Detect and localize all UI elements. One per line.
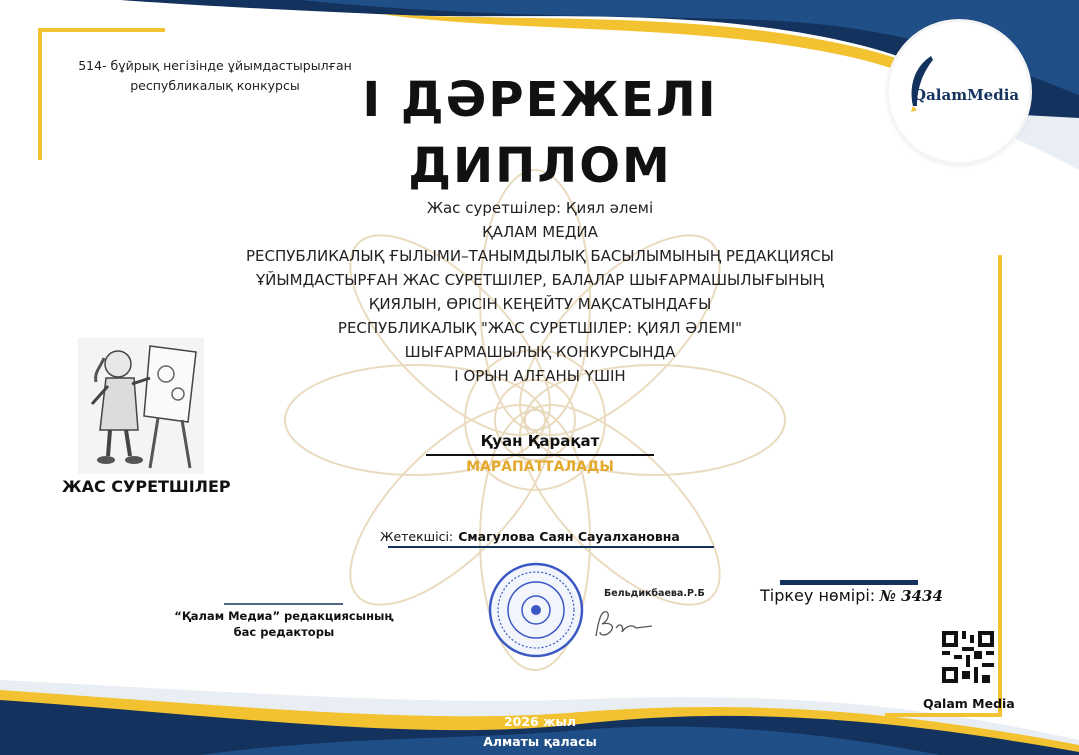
body-line-3: РЕСПУБЛИКАЛЫҚ ҒЫЛЫМИ–ТАНЫМДЫЛЫҚ БАСЫЛЫМЫНЫҢ РЕДАКЦИЯСЫ <box>245 247 834 265</box>
official-stamp <box>488 562 584 658</box>
quill-icon <box>903 54 939 114</box>
registration-row <box>760 586 943 606</box>
registration-bar <box>780 580 918 585</box>
body-line-7: ШЫҒАРМАШЫЛЫҚ КОНКУРСЫНДА <box>404 343 676 361</box>
footer-year: 2026 жыл <box>503 714 577 729</box>
qr-caption: Qalam Media <box>923 696 1015 711</box>
body-line-1: Жас суретшілер: Қиял әлемі <box>426 199 654 217</box>
left-caption: ЖАС СУРЕТШІЛЕР <box>62 477 231 496</box>
editor-caption-line-1: “Қалам Медиа” редакциясының <box>174 609 394 623</box>
registration-number: № 3434 <box>879 587 943 605</box>
order-note-line-2: республикалық конкурсы <box>130 78 300 93</box>
logo-text: QalamMedia <box>913 86 1020 104</box>
editor-caption-line-2: бас редакторы <box>233 625 335 639</box>
editor-caption <box>172 608 396 640</box>
registration-label: Тіркеу нөмірі: <box>760 586 876 605</box>
awardee-name: Қуан Қарақат <box>480 432 600 450</box>
signer-name: Бельдикбаева.Р.Б <box>604 588 705 599</box>
body-line-6: РЕСПУБЛИКАЛЫҚ "ЖАС СУРЕТШІЛЕР: ҚИЯЛ ӘЛЕМІ" <box>337 319 743 337</box>
body-line-4: ҰЙЫМДАСТЫРҒАН ЖАС СУРЕТШІЛЕР, БАЛАЛАР ШЫҒАРМАШЫЛЫҒЫНЫҢ <box>256 271 824 289</box>
child-painter-illustration <box>78 338 204 474</box>
qr-code-icon <box>942 631 994 683</box>
title-line-1: І ДӘРЕЖЕЛІ <box>362 72 718 128</box>
order-note-line-1: 514- бұйрық негізінде ұйымдастырылған <box>78 58 352 73</box>
logo-circle <box>889 22 1029 162</box>
body-line-2: ҚАЛАМ МЕДИА <box>482 223 598 241</box>
title-line-2: ДИПЛОМ <box>408 138 672 194</box>
supervisor-name: Смагулова Саян Сауалхановна <box>458 529 680 544</box>
awarded-text: МАРАПАТТАЛАДЫ <box>466 459 614 475</box>
footer-city: Алматы қаласы <box>483 734 597 749</box>
body-line-8: І ОРЫН АЛҒАНЫ ҮШІН <box>454 367 626 385</box>
footer <box>440 712 640 752</box>
order-note <box>70 56 360 96</box>
supervisor-label: Жетекшісі: <box>380 529 454 544</box>
supervisor-row <box>380 526 680 545</box>
signature <box>592 606 656 642</box>
body-line-5: ҚИЯЛЫН, ӨРІСІН КЕҢЕЙТУ МАҚСАТЫНДАҒЫ <box>368 295 712 313</box>
certificate-body <box>190 196 890 388</box>
